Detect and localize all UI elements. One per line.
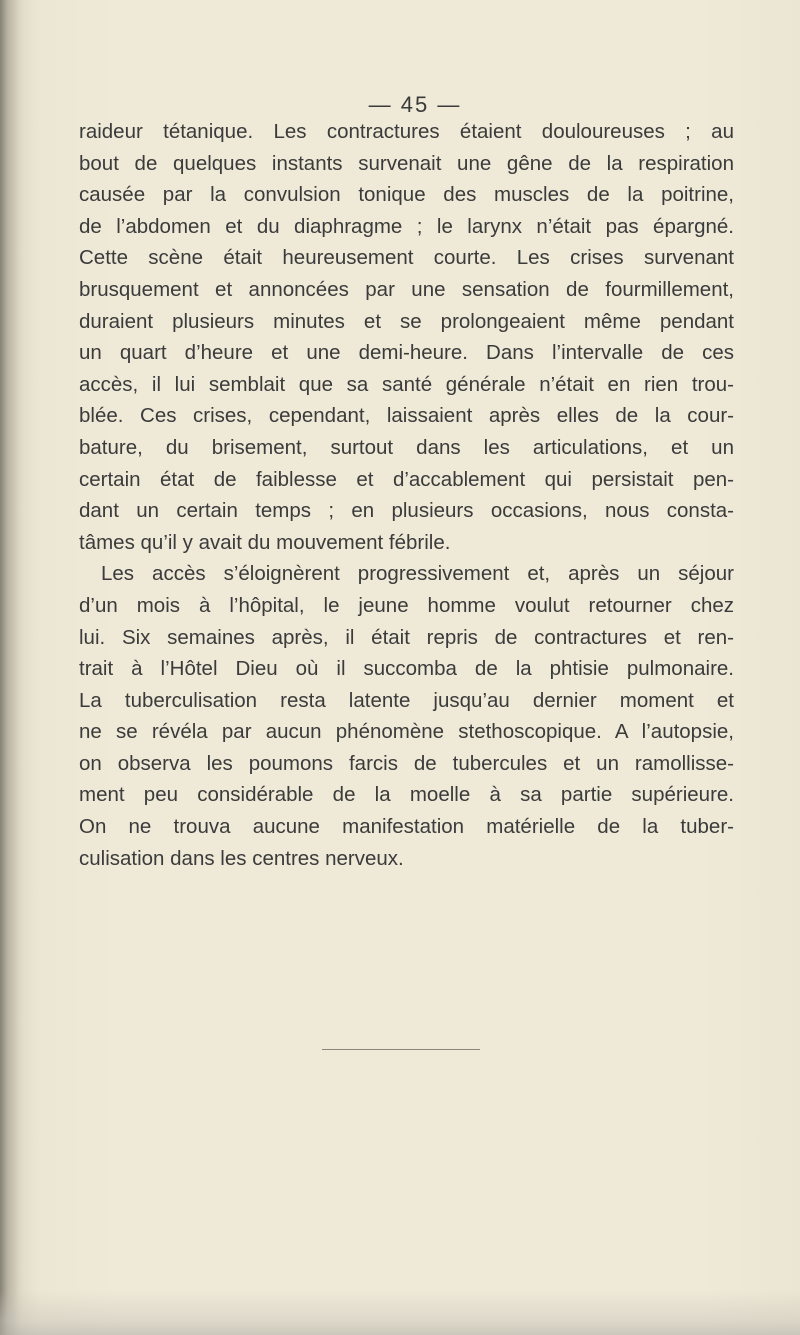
text-line: ment peu considérable de la moelle à sa partie supérieure. xyxy=(79,783,734,807)
text-line: La tuberculisation resta latente jusqu’au dernier moment et xyxy=(79,688,734,712)
text-line: bature, du brisement, surtout dans les articulations, et un xyxy=(79,435,734,459)
text-line: blée. Ces crises, cependant, laissaient après elles de la cour- xyxy=(79,404,734,428)
paragraph-1 xyxy=(79,116,734,558)
text-line: de l’abdomen et du diaphragme ; le larynx n’était pas épargné. xyxy=(79,214,734,238)
text-line: brusquement et annoncées par une sensation de fourmillement, xyxy=(79,277,734,301)
text-line: On ne trouva aucune manifestation matérielle de la tuber- xyxy=(79,815,734,839)
text-line: tâmes qu’il y avait du mouvement fébrile. xyxy=(79,530,451,554)
text-line: raideur tétanique. Les contractures étaient douloureuses ; au xyxy=(79,120,734,143)
text-line: ne se révéla par aucun phénomène stethoscopique. A l’autopsie, xyxy=(79,720,734,744)
binding-shadow xyxy=(0,0,34,1335)
text-line: Les accès s’éloignèrent progressivement et, après un séjour xyxy=(101,562,734,586)
text-line: duraient plusieurs minutes et se prolongeaient même pendant xyxy=(79,309,734,333)
text-line: lui. Six semaines après, il était repris de contractures et ren- xyxy=(79,625,734,649)
text-line: culisation dans les centres nerveux. xyxy=(79,846,404,870)
text-line: causée par la convulsion tonique des muscles de la poitrine, xyxy=(79,183,734,207)
text-line: Cette scène était heureusement courte. Les crises survenant xyxy=(79,246,734,270)
text-line: d’un mois à l’hôpital, le jeune homme voulut retourner chez xyxy=(79,593,734,617)
page-bottom-edge xyxy=(0,1290,800,1335)
section-divider xyxy=(322,1049,480,1050)
text-line: certain état de faiblesse et d’accablement qui persistait pen- xyxy=(79,467,734,491)
text-line: on observa les poumons farcis de tubercules et un ramollisse- xyxy=(79,751,734,775)
text-line: accès, il lui semblait que sa santé générale n’était en rien trou- xyxy=(79,372,734,396)
page-number: — 45 — xyxy=(368,92,462,117)
text-line: dant un certain temps ; en plusieurs occasions, nous consta- xyxy=(79,499,734,523)
text-line: un quart d’heure et une demi-heure. Dans l’intervalle de ces xyxy=(79,341,734,365)
body-text xyxy=(79,116,734,874)
text-line: trait à l’Hôtel Dieu où il succomba de la phtisie pulmonaire. xyxy=(79,657,734,681)
text-line: bout de quelques instants survenait une gêne de la respiration xyxy=(79,151,734,175)
paragraph-2 xyxy=(79,558,734,874)
